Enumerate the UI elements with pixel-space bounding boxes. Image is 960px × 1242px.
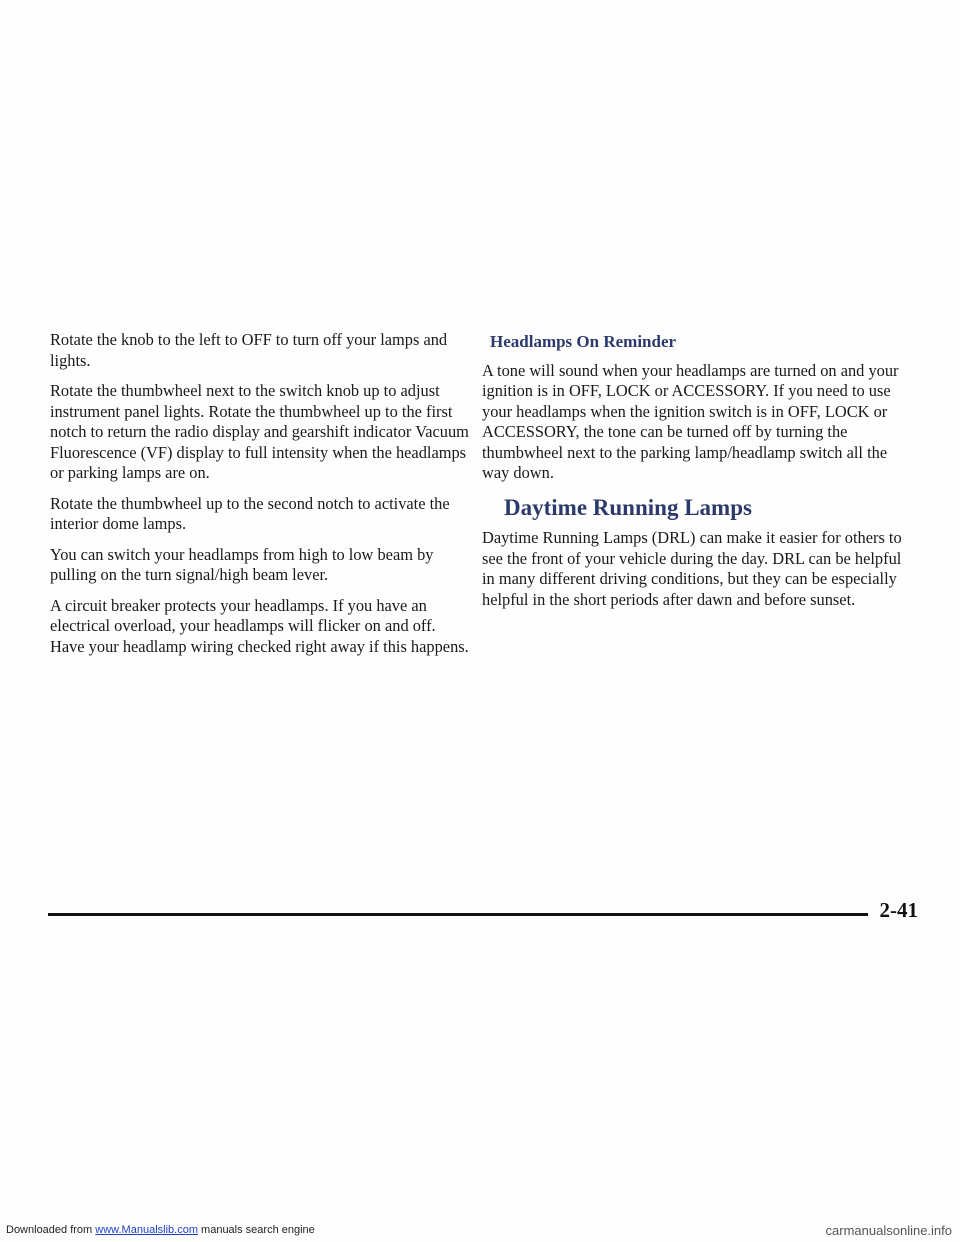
download-footer — [6, 1224, 315, 1236]
paragraph-drl: Daytime Running Lamps (DRL) can make it easier for others to see the front of your vehicle during the day. DRL can be helpful in many different driving conditions, but they can be especially helpful in the short periods after dawn and before sunset. — [482, 528, 902, 609]
watermark-text: carmanualsonline.info — [825, 1223, 952, 1238]
paragraph-circuit-breaker: A circuit breaker protects your headlamps. If you have an electrical overload, your headlamps will flicker on and off. Have your headlamp wiring checked right away if this happens. — [50, 595, 469, 656]
page-divider-rule — [48, 913, 868, 916]
paragraph-dome-lamps: Rotate the thumbwheel up to the second notch to activate the interior dome lamps. — [50, 493, 450, 533]
paragraph-headlamps-reminder: A tone will sound when your headlamps are turned on and your ignition is in OFF, LOCK or ACCESSORY. If you need to use your headlamps when the ignition switch is in OFF, LOCK or ACCESSORY, the tone can be turned off by turning the thumbwheel next to the parking lamp/headlamp switch all the way down. — [482, 360, 899, 482]
footer-suffix: manuals search engine — [197, 1224, 315, 1236]
right-column — [482, 330, 912, 620]
manualslib-link[interactable]: www.Manualslib.com — [95, 1224, 198, 1236]
footer-prefix: Downloaded from — [6, 1224, 96, 1236]
drl-section-title: Daytime Running Lamps — [504, 494, 752, 520]
paragraph-rotate-knob: Rotate the knob to the left to OFF to turn off your lamps and lights. — [50, 330, 448, 370]
left-column — [50, 330, 470, 667]
page-number: 2-41 — [879, 898, 918, 922]
paragraph-thumbwheel-panel-lights: Rotate the thumbwheel next to the switch knob up to adjust instrument panel lights. Rotate the thumbwheel up to the first notch to return the radio display and gearshift indicator Vacuum Fluorescence (VF) display to full intensity when the headlamps or parking lamps are on. — [50, 381, 469, 482]
paragraph-high-low-beam: You can switch your headlamps from high to low beam by pulling on the turn signal/high beam lever. — [50, 544, 434, 584]
headlamps-reminder-heading: Headlamps On Reminder — [490, 332, 677, 351]
